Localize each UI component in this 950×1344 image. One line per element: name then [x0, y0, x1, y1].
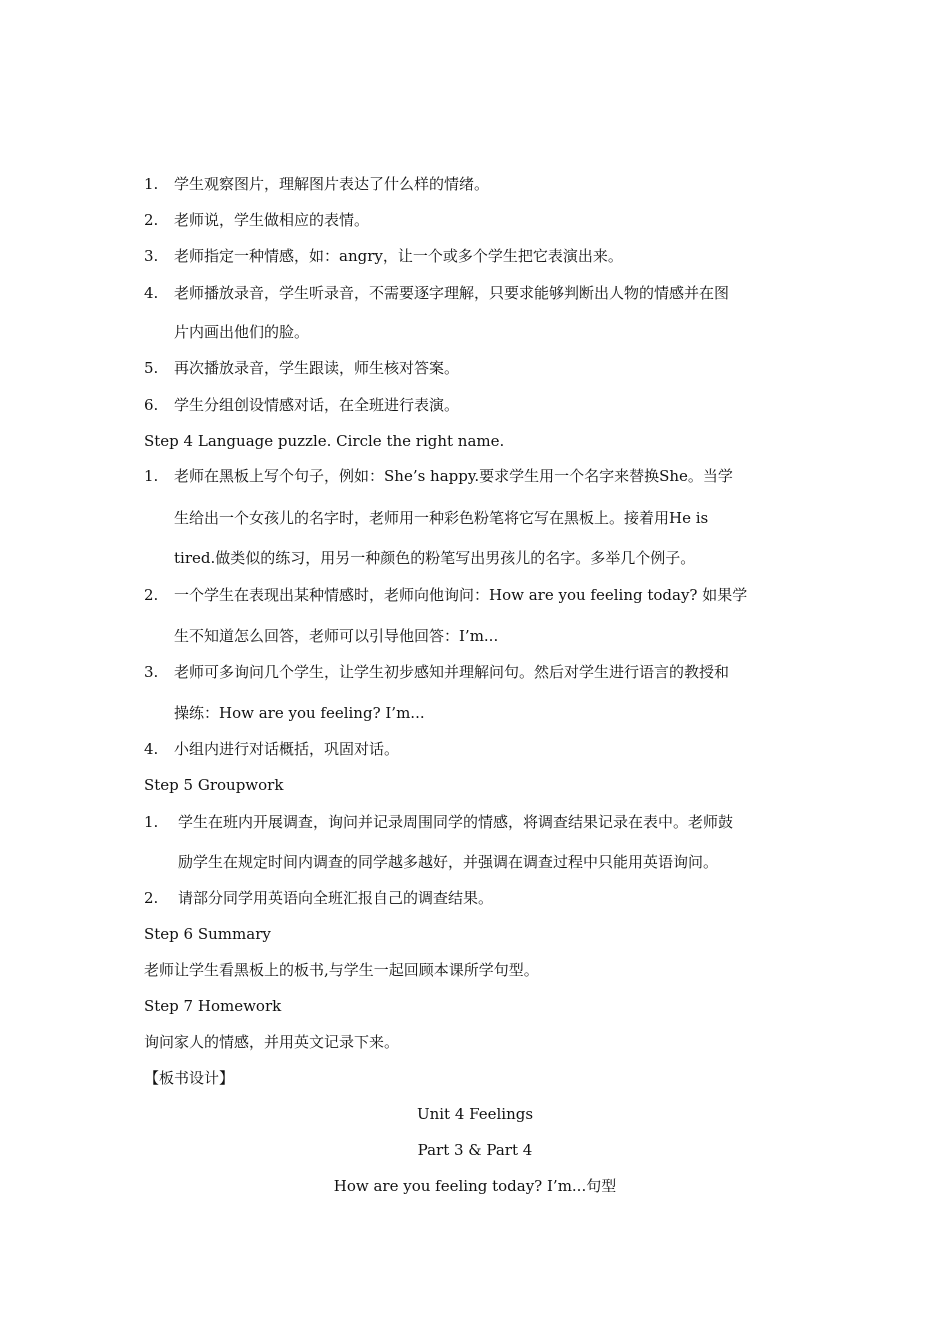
list-item-continuation: 生给出一个女孩儿的名字时，老师用一种彩色粉笔将它写在黑板上。接着用He is [174, 509, 709, 527]
list-number: 3. [144, 663, 159, 681]
list-number: 2. [144, 586, 159, 604]
list-number: 4. [144, 740, 159, 758]
step7-text: 询问家人的情感，并用英文记录下来。 [144, 1033, 400, 1051]
list-item-text: 一个学生在表现出某种情感时，老师向他询问：How are you feeling today? 如果学 [174, 586, 748, 604]
list-number: 4. [144, 284, 159, 302]
list-item-text: 老师在黑板上写个句子，例如：She’s happy.要求学生用一个名字来替换She。当学 [174, 467, 733, 485]
list-item-text: 学生在班内开展调查，询问并记录周围同学的情感，将调查结果记录在表中。老师鼓 [178, 813, 734, 831]
step6-heading: Step 6 Summary [144, 925, 271, 943]
board-line: How are you feeling today? I’m...句型 [333, 1177, 617, 1195]
list-item-text: 老师可多询问几个学生，让学生初步感知并理解问句。然后对学生进行语言的教授和 [174, 663, 730, 681]
board-line: Part 3 & Part 4 [417, 1141, 533, 1159]
list-item-text: 小组内进行对话概括，巩固对话。 [174, 740, 400, 758]
list-number: 2. [144, 889, 159, 907]
list-item-continuation: 操练：How are you feeling? I’m... [174, 704, 425, 722]
list-number: 6. [144, 396, 159, 414]
list-item-text: 学生分组创设情感对话，在全班进行表演。 [174, 396, 460, 414]
list-number: 1. [144, 813, 159, 831]
list-item-text: 老师指定一种情感，如：angry，让一个或多个学生把它表演出来。 [174, 247, 623, 265]
list-item-continuation: 片内画出他们的脸。 [174, 323, 310, 341]
step4-heading: Step 4 Language puzzle. Circle the right name. [144, 432, 505, 450]
step6-text: 老师让学生看黑板上的板书,与学生一起回顾本课所学句型。 [144, 961, 539, 979]
list-item-text: 学生观察图片，理解图片表达了什么样的情绪。 [174, 175, 490, 193]
list-number: 2. [144, 211, 159, 229]
step5-heading: Step 5 Groupwork [144, 776, 284, 794]
list-number: 3. [144, 247, 159, 265]
list-number: 1. [144, 175, 159, 193]
list-item-continuation: 励学生在规定时间内调查的同学越多越好，并强调在调查过程中只能用英语询问。 [178, 853, 719, 871]
board-heading: 【板书设计】 [144, 1069, 235, 1087]
list-number: 5. [144, 359, 159, 377]
list-item-continuation: tired.做类似的练习，用另一种颜色的粉笔写出男孩儿的名字。多举几个例子。 [174, 549, 696, 567]
list-item-text: 请部分同学用英语向全班汇报自己的调查结果。 [178, 889, 494, 907]
board-line: Unit 4 Feelings [416, 1105, 534, 1123]
list-item-text: 老师说，学生做相应的表情。 [174, 211, 370, 229]
list-item-text: 老师播放录音，学生听录音，不需要逐字理解，只要求能够判断出人物的情感并在图 [174, 284, 730, 302]
step7-heading: Step 7 Homework [144, 997, 282, 1015]
list-item-continuation: 生不知道怎么回答，老师可以引导他回答：I’m... [174, 627, 499, 645]
list-item-text: 再次播放录音，学生跟读，师生核对答案。 [174, 359, 460, 377]
list-number: 1. [144, 467, 159, 485]
